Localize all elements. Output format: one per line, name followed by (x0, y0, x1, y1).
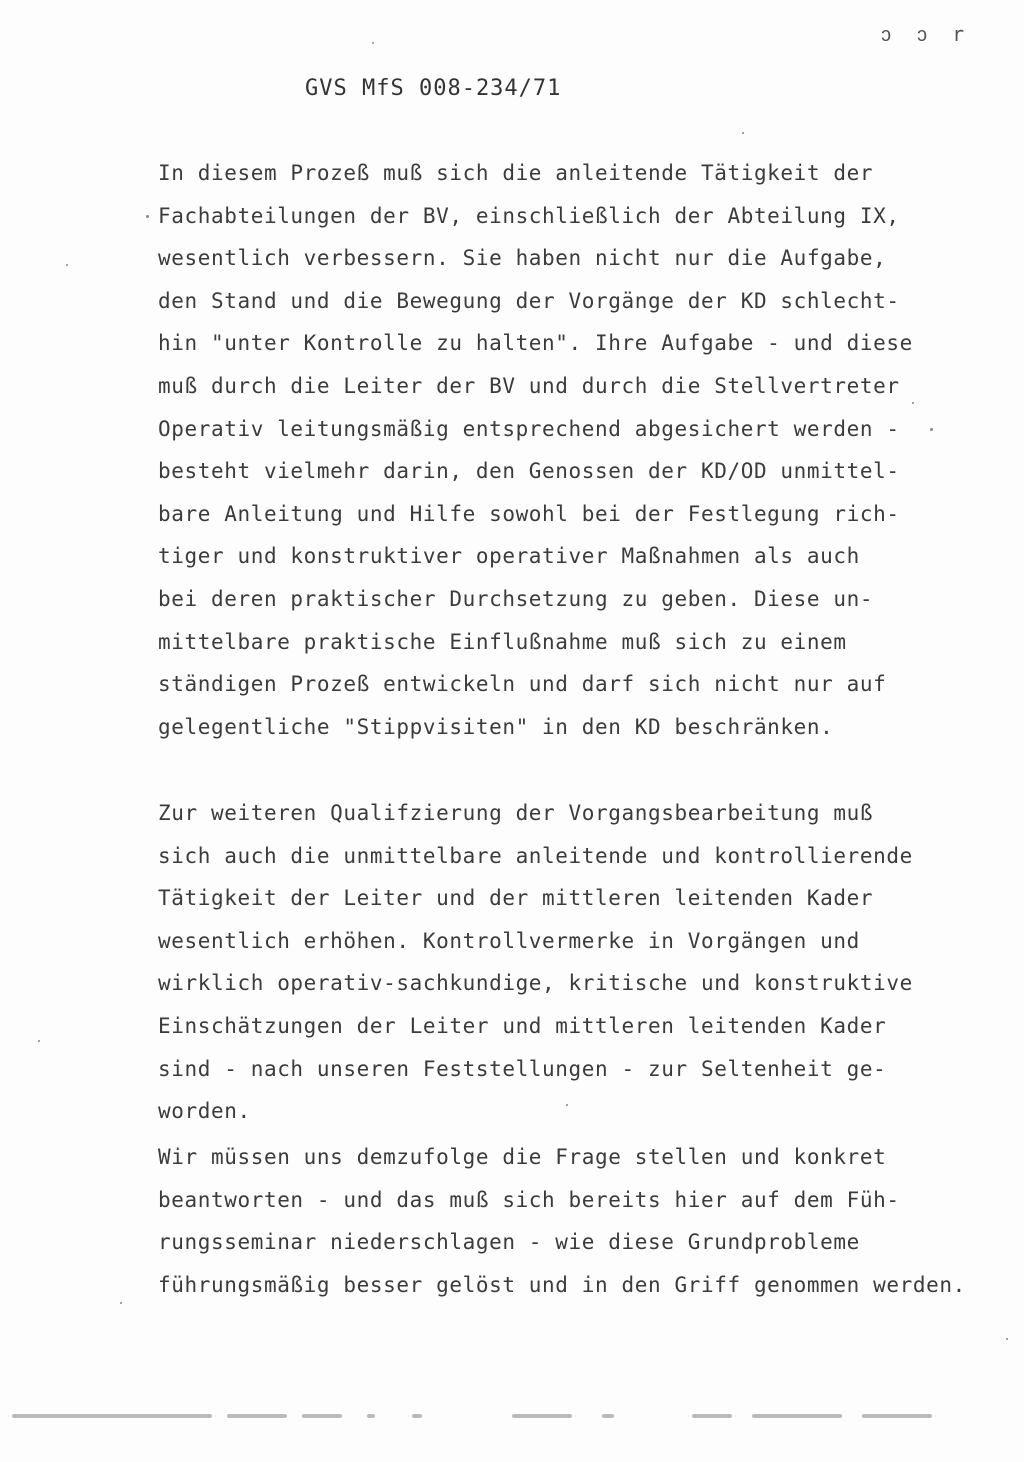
paragraph-3 (158, 1136, 966, 1306)
text-line: worden. (158, 1099, 251, 1124)
paragraph-1 (158, 152, 948, 748)
text-line: Tätigkeit der Leiter und der mittleren leitenden Kader (158, 886, 874, 911)
text-line: tiger und konstruktiver operativer Maßnahmen als auch (158, 544, 860, 569)
scan-speck (372, 42, 374, 44)
text-line: sich auch die unmittelbare anleitende und kontrollierende (158, 843, 913, 868)
text-line: Zur weiteren Qualifzierung der Vorgangsbearbeitung muß (158, 801, 874, 825)
text-line: bei deren praktischer Durchsetzung zu geben. Diese un- (158, 586, 874, 611)
scan-speck (912, 402, 914, 404)
text-line: hin "unter Kontrolle zu halten". Ihre Aufgabe - und diese (158, 331, 913, 356)
page-corner-mark: ↄ ↄ r (880, 22, 971, 46)
text-line: Einschätzungen der Leiter und mittleren leitenden Kader (158, 1013, 887, 1038)
text-line: Operativ leitungsmäßig entsprechend abgesichert werden - (158, 416, 900, 441)
text-line: mittelbare praktische Einflußnahme muß sich zu einem (158, 629, 847, 654)
scan-speck (120, 1302, 122, 1304)
scan-speck (930, 428, 933, 431)
text-line: Wir müssen uns demzufolge die Frage stellen und konkret (158, 1145, 887, 1169)
scan-speck (146, 215, 149, 218)
scan-speck (38, 1040, 40, 1042)
document-reference-header: GVS MfS 008-234/71 (305, 76, 562, 101)
scan-speck (566, 1104, 568, 1106)
scan-artifact-strip (12, 1408, 972, 1428)
text-line: besteht vielmehr darin, den Genossen der KD/OD unmittel- (158, 459, 900, 484)
text-line: wirklich operativ-sachkundige, kritische und konstruktive (158, 971, 913, 996)
scan-speck (1006, 1338, 1008, 1340)
text-line: gelegentliche "Stippvisiten" in den KD beschränken. (158, 714, 834, 739)
text-line: führungsmäßig besser gelöst und in den Griff genommen werden. (158, 1272, 966, 1297)
text-line: beantworten - und das muß sich bereits hier auf dem Füh- (158, 1187, 900, 1212)
text-line: wesentlich verbessern. Sie haben nicht nur die Aufgabe, (158, 246, 887, 271)
paragraph-2 (158, 792, 948, 1133)
text-line: den Stand und die Bewegung der Vorgänge der KD schlecht- (158, 288, 900, 313)
scan-speck (66, 264, 68, 266)
scan-speck (742, 132, 744, 134)
text-line: bare Anleitung und Hilfe sowohl bei der Festlegung rich- (158, 501, 900, 526)
text-line: ständigen Prozeß entwickeln und darf sich nicht nur auf (158, 672, 887, 697)
text-line: In diesem Prozeß muß sich die anleitende Tätigkeit der (158, 161, 874, 185)
text-line: wesentlich erhöhen. Kontrollvermerke in Vorgängen und (158, 928, 860, 953)
text-line: Fachabteilungen der BV, einschließlich der Abteilung IX, (158, 203, 900, 228)
text-line: sind - nach unseren Feststellungen - zur Seltenheit ge- (158, 1056, 887, 1081)
text-line: rungsseminar niederschlagen - wie diese Grundprobleme (158, 1230, 860, 1255)
text-line: muß durch die Leiter der BV und durch die Stellvertreter (158, 373, 900, 398)
